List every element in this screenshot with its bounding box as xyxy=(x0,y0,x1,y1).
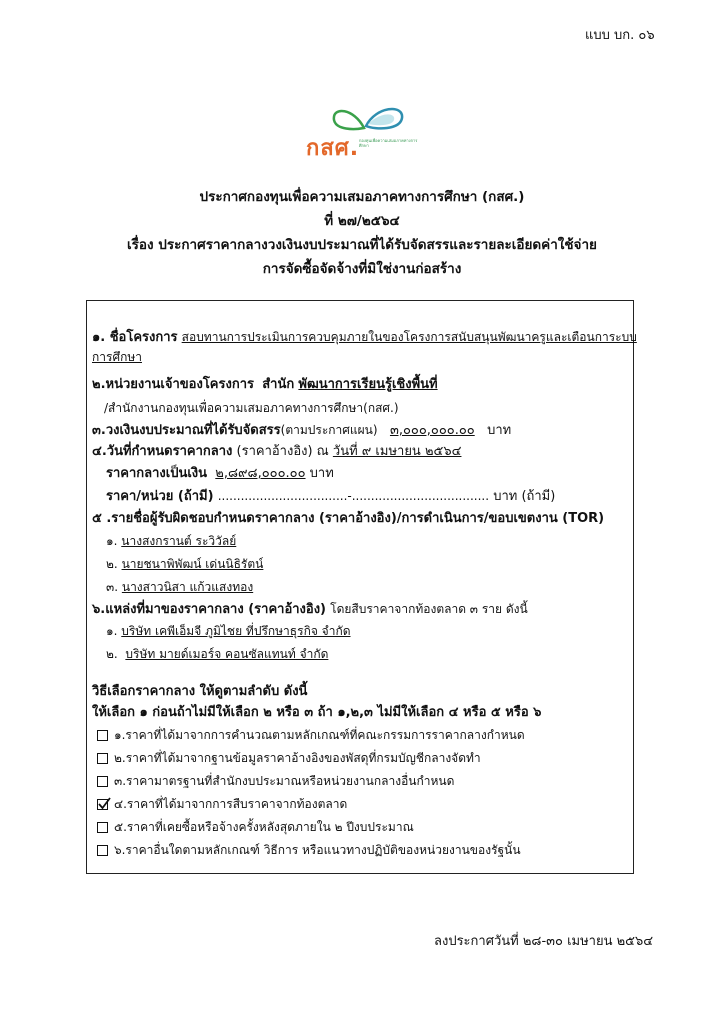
option-4-checkbox[interactable] xyxy=(97,799,108,810)
option-2-label: ๒.ราคาที่ได้มาจากฐานข้อมูลราคาอ้างอิงของพัสดุที่กรมบัญชีกลางจัดทำ xyxy=(114,751,481,765)
header-line-4: การจัดซื้อจัดจ้างที่มิใช่งานก่อสร้าง xyxy=(262,261,462,277)
section4-price-label: ราคากลางเป็นเงิน xyxy=(106,466,208,481)
section1-label: ๑. ชื่อโครงการ xyxy=(92,330,178,345)
header-line-1: ประกาศกองทุนเพื่อความเสมอภาคทางการศึกษา (กสศ.) xyxy=(199,189,525,205)
section2-office-value: พัฒนาการเรียนรู้เชิงพื้นที่ xyxy=(298,377,438,392)
section3-unit: บาท xyxy=(487,423,512,438)
source-num: ๑. xyxy=(106,624,118,638)
option-2-checkbox[interactable] xyxy=(97,753,108,764)
section4-unit-price-suffix: บาท (ถ้ามี) xyxy=(493,489,556,504)
section4-price-row xyxy=(106,465,334,483)
section4-row xyxy=(92,443,461,461)
section2-office-label: สำนัก xyxy=(262,377,295,392)
person-num: ๑. xyxy=(106,534,118,548)
header-line-2: ที่ ๒๗/๒๕๖๔ xyxy=(324,213,400,229)
section4-unit-price-label: ราคา/หน่วย (ถ้ามี) xyxy=(106,489,214,504)
section4-date: วันที่ ๙ เมษายน ๒๕๖๔ xyxy=(332,444,462,459)
section4-label: ๔.วันที่กำหนดราคากลาง xyxy=(92,444,233,459)
option-3-label: ๓.ราคามาตรฐานที่สำนักงบประมาณหรือหน่วยงานกลางอื่นกำหนด xyxy=(114,774,455,788)
form-code: แบบ บก. ๐๖ xyxy=(585,28,655,43)
source-name: บริษัท มายด์เมอร์จ คอนซัลแทนท์ จำกัด xyxy=(125,647,329,661)
option-1-label: ๑.ราคาที่ได้มาจากการคำนวณตามหลักเกณฑ์ที่คณะกรรมการราคากลางกำหนด xyxy=(114,728,525,742)
person-name: นายชนาพิพัฒน์ เด่นนิธิรัตน์ xyxy=(121,557,264,571)
person-num: ๒. xyxy=(106,557,118,571)
section3-row xyxy=(92,421,511,440)
section5-label: ๕ .รายชื่อผู้รับผิดชอบกำหนดราคากลาง (ราคาอ้างอิง)/การดำเนินการ/ขอบเขตงาน (TOR) xyxy=(92,511,605,526)
option-6-checkbox[interactable] xyxy=(97,845,108,856)
section4-unit-price-blank: ..................................-.................................... xyxy=(217,489,490,503)
section4-price-value: ๒,๘๙๘,๐๐๐.๐๐ xyxy=(215,466,306,481)
section4-price-unit: บาท xyxy=(309,466,334,481)
source-num: ๒. xyxy=(106,647,118,661)
section5-person-2 xyxy=(106,555,263,573)
section6-source-1 xyxy=(106,622,351,640)
section2-org: /สำนักงานกองทุนเพื่อความเสมอภาคทางการศึกษา(กสศ.) xyxy=(104,401,399,415)
section3-note: (ตามประกาศแผน) xyxy=(280,423,378,437)
section2-label: ๒.หน่วยงานเจ้าของโครงการ xyxy=(92,377,254,392)
section1-row xyxy=(92,328,637,347)
section6-row xyxy=(92,600,528,619)
section4-note: (ราคาอ้างอิง) ณ xyxy=(236,444,329,459)
checkmark-icon xyxy=(97,797,111,811)
section6-label: ๖.แหล่งที่มาของราคากลาง (ราคาอ้างอิง) xyxy=(92,602,326,617)
section3-label: ๓.วงเงินงบประมาณที่ได้รับจัดสรร xyxy=(92,423,281,438)
section1-value-line1: สอบทานการประเมินการควบคุมภายในของโครงการสนับสนุนพัฒนาครูและเตือนการะบบ xyxy=(181,330,637,344)
section5-person-3 xyxy=(106,578,253,596)
method-title: วิธีเลือกราคากลาง ให้ดูตามลำดับ ดังนี้ xyxy=(92,684,308,699)
section4-unit-price-row xyxy=(106,487,555,506)
section6-source-2 xyxy=(106,645,328,663)
method-subtitle: ให้เลือก ๑ ก่อนถ้าไม่มีให้เลือก ๒ หรือ ๓ ถ้า ๑,๒,๓ ไม่มีให้เลือก ๔ หรือ ๕ หรือ ๖ xyxy=(92,705,542,720)
person-name: นางสงกรานต์ ระวิวัลย์ xyxy=(121,534,237,548)
logo-subtitle: กองทุนเพื่อความเสมอภาคทางการศึกษา xyxy=(359,138,418,148)
source-name: บริษัท เคพีเอ็มจี ภูมิไชย ที่ปรึกษาธุรกิจ จำกัด xyxy=(121,624,351,638)
option-3-checkbox[interactable] xyxy=(97,776,108,787)
option-5-checkbox[interactable] xyxy=(97,822,108,833)
header-line-3: เรื่อง ประกาศราคากลางวงเงินงบประมาณที่ได้รับจัดสรรและรายละเอียดค่าใช้จ่าย xyxy=(127,237,597,253)
section6-text: โดยสืบราคาจากท้องตลาด ๓ ราย ดังนี้ xyxy=(330,602,528,616)
person-name: นางสาวนิสา แก้วแสงทอง xyxy=(121,580,254,594)
option-6-label: ๖.ราคาอื่นใดตามหลักเกณฑ์ วิธีการ หรือแนวทางปฏิบัติของหน่วยงานของรัฐนั้น xyxy=(114,843,521,857)
section2-row xyxy=(92,376,438,394)
option-4-label: ๔.ราคาที่ได้มาจากการสืบราคาจากท้องตลาด xyxy=(114,797,348,811)
section1-value-line2: การศึกษา xyxy=(92,350,142,364)
section3-value: ๓,๐๐๐,๐๐๐.๐๐ xyxy=(389,423,475,438)
gsf-logo xyxy=(306,108,426,163)
logo-text: กสศ. xyxy=(306,136,360,161)
person-num: ๓. xyxy=(106,580,119,594)
option-5-label: ๕.ราคาที่เคยซื้อหรือจ้างครั้งหลังสุดภายใน ๒ ปีงบประมาณ xyxy=(114,820,414,834)
announcement-date: ลงประกาศวันที่ ๒๘-๓๐ เมษายน ๒๕๖๔ xyxy=(434,934,654,949)
section5-person-1 xyxy=(106,532,236,550)
option-1-checkbox[interactable] xyxy=(97,730,108,741)
